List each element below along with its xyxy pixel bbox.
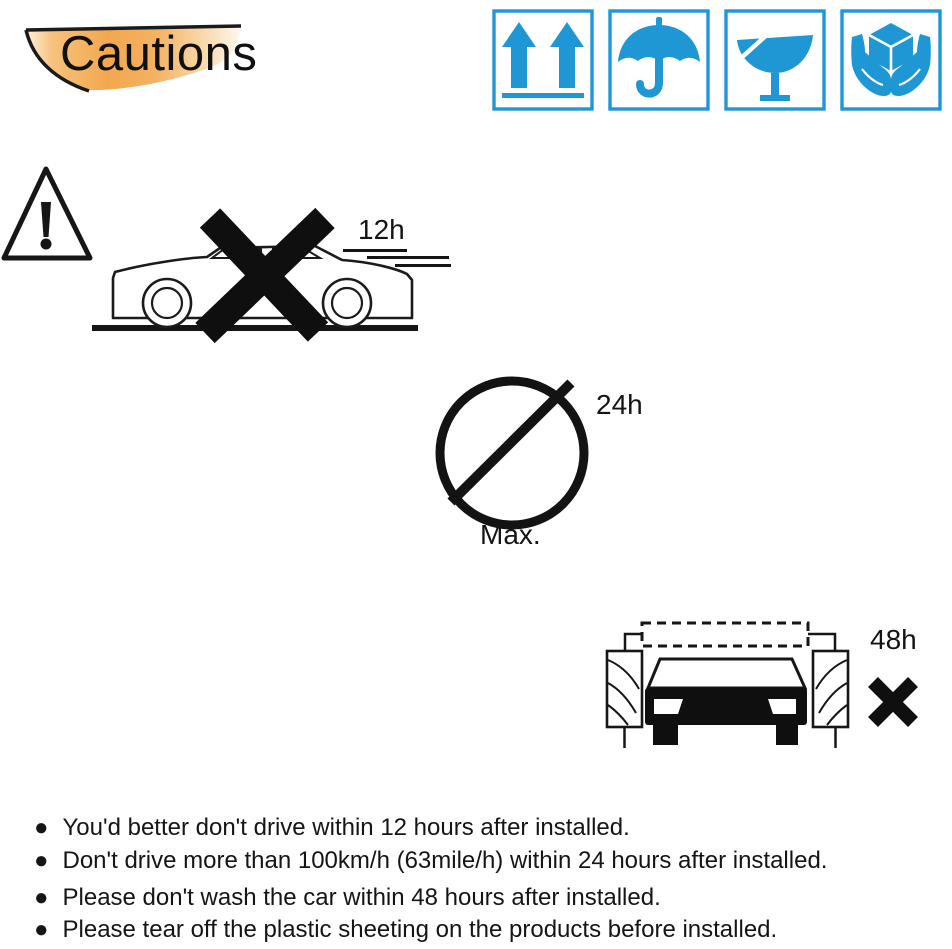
note-text: Don't drive more than 100km/h (63mile/h) within 24 hours after installed. bbox=[62, 847, 828, 874]
this-side-up-icon bbox=[490, 7, 596, 113]
speed-limit-value: 100 bbox=[461, 412, 567, 490]
duration-48h-label: 48h bbox=[870, 624, 917, 655]
note-item bbox=[34, 882, 661, 913]
page-title: Cautions bbox=[60, 27, 258, 81]
note-item bbox=[34, 914, 777, 945]
bullet-icon: ● bbox=[34, 884, 49, 911]
keep-dry-icon bbox=[606, 7, 712, 113]
note-text: You'd better don't drive within 12 hours after installed. bbox=[62, 814, 630, 841]
fragile-icon bbox=[722, 7, 828, 113]
speed-line bbox=[395, 264, 451, 267]
note-text: Please tear off the plastic sheeting on the products before installed. bbox=[62, 916, 778, 943]
bullet-icon: ● bbox=[34, 916, 49, 943]
x-mark-icon bbox=[863, 672, 923, 732]
bullet-icon: ● bbox=[34, 847, 49, 874]
note-item bbox=[34, 812, 630, 843]
note-item bbox=[34, 845, 827, 876]
warning-triangle-icon bbox=[0, 163, 96, 265]
speed-line bbox=[343, 249, 407, 252]
handle-with-care-icon bbox=[838, 7, 944, 113]
no-speed-100-icon bbox=[425, 365, 605, 545]
max-label: Max. bbox=[480, 519, 541, 550]
ground-line bbox=[92, 325, 418, 331]
bullet-icon: ● bbox=[34, 814, 49, 841]
note-text: Please don't wash the car within 48 hours after installed. bbox=[62, 884, 661, 911]
speed-line bbox=[367, 256, 449, 259]
car-wash-icon bbox=[595, 610, 865, 760]
duration-12h-label: 12h bbox=[358, 214, 405, 245]
duration-24h-label: 24h bbox=[596, 389, 643, 420]
